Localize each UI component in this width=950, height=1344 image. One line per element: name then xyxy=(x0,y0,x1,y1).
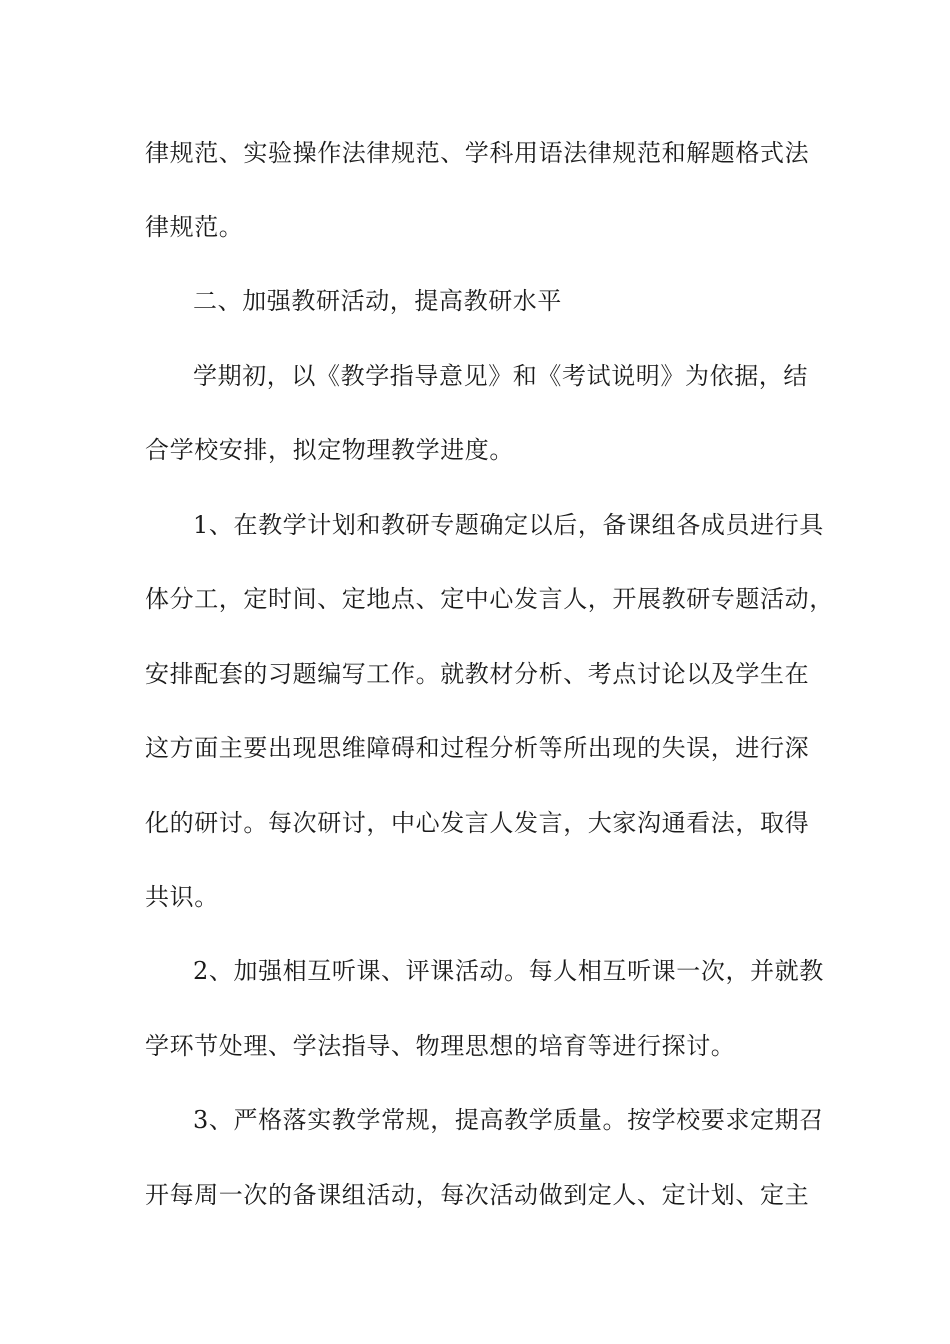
text-line: 合学校安排，拟定物理教学进度。 xyxy=(145,436,514,464)
text-line: 律规范、实验操作法律规范、学科用语法律规范和解题格式法 xyxy=(145,139,810,167)
text-line: 学环节处理、学法指导、物理思想的培育等进行探讨。 xyxy=(145,1032,736,1060)
text-line: 这方面主要出现思维障碍和过程分析等所出现的失误，进行深 xyxy=(145,734,810,762)
section-heading: 二、加强教研活动，提高教研水平 xyxy=(193,287,562,315)
text-line: 开每周一次的备课组活动，每次活动做到定人、定计划、定主 xyxy=(145,1181,810,1209)
paragraph-line: 2、加强相互听课、评课活动。每人相互听课一次，并就教 xyxy=(193,957,824,985)
paragraph-line: 学期初，以《教学指导意见》和《考试说明》为依据，结 xyxy=(193,362,808,390)
text-line: 律规范。 xyxy=(145,213,244,241)
text-line: 体分工，定时间、定地点、定中心发言人，开展教研专题活动， xyxy=(145,585,834,613)
paragraph-line: 3、严格落实教学常规，提高教学质量。按学校要求定期召 xyxy=(193,1106,824,1134)
text-line: 共识。 xyxy=(145,883,219,911)
paragraph-line: 1、在教学计划和教研专题确定以后，备课组各成员进行具 xyxy=(193,511,824,539)
text-line: 化的研讨。每次研讨，中心发言人发言，大家沟通看法，取得 xyxy=(145,809,810,837)
text-line: 安排配套的习题编写工作。就教材分析、考点讨论以及学生在 xyxy=(145,660,810,688)
